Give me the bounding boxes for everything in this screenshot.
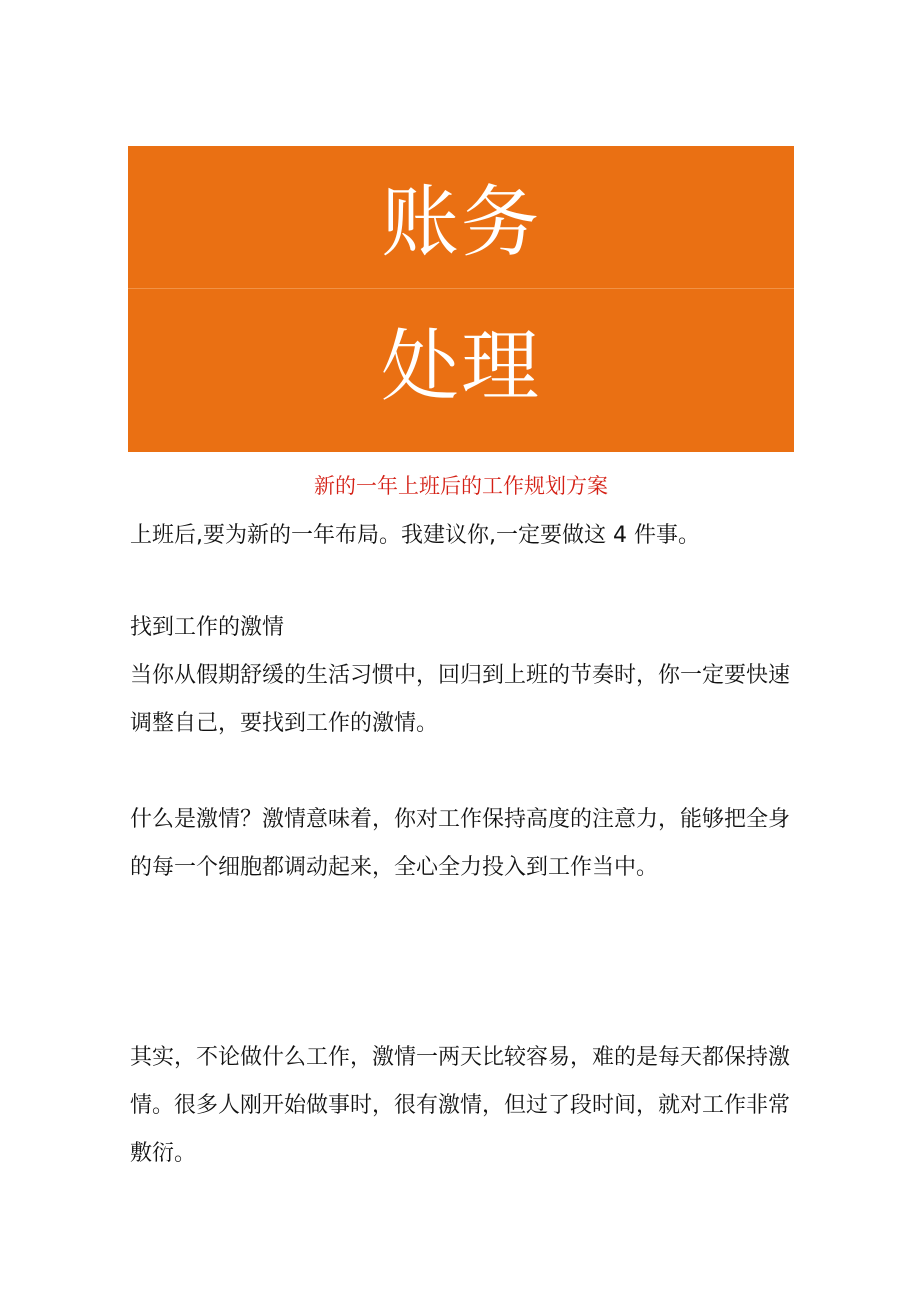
intro-paragraph: 上班后,要为新的一年布局。我建议你,一定要做这 4 件事。 bbox=[130, 523, 700, 548]
title-banner bbox=[128, 146, 794, 452]
banner-title-line-2: 处理 bbox=[380, 322, 541, 412]
body-paragraph-3: 其实，不论做什么工作，激情一两天比较容易，难的是每天都保持激情。很多人刚开始做事时，很有激情，但过了段时间，就对工作非常敷衍。 bbox=[130, 1045, 791, 1166]
body-paragraph-1: 当你从假期舒缓的生活习惯中，回归到上班的节奏时，你一定要快速调整自己，要找到工作的激情。 bbox=[130, 663, 791, 736]
section-heading: 找到工作的激情 bbox=[130, 615, 285, 640]
document-title: 新的一年上班后的工作规划方案 bbox=[314, 474, 608, 498]
body-paragraph-2: 什么是激情？激情意味着，你对工作保持高度的注意力，能够把全身的每一个细胞都调动起来，全心全力投入到工作当中。 bbox=[130, 807, 791, 880]
banner-title-line-1: 账务 bbox=[380, 178, 541, 268]
banner-divider bbox=[128, 288, 794, 289]
